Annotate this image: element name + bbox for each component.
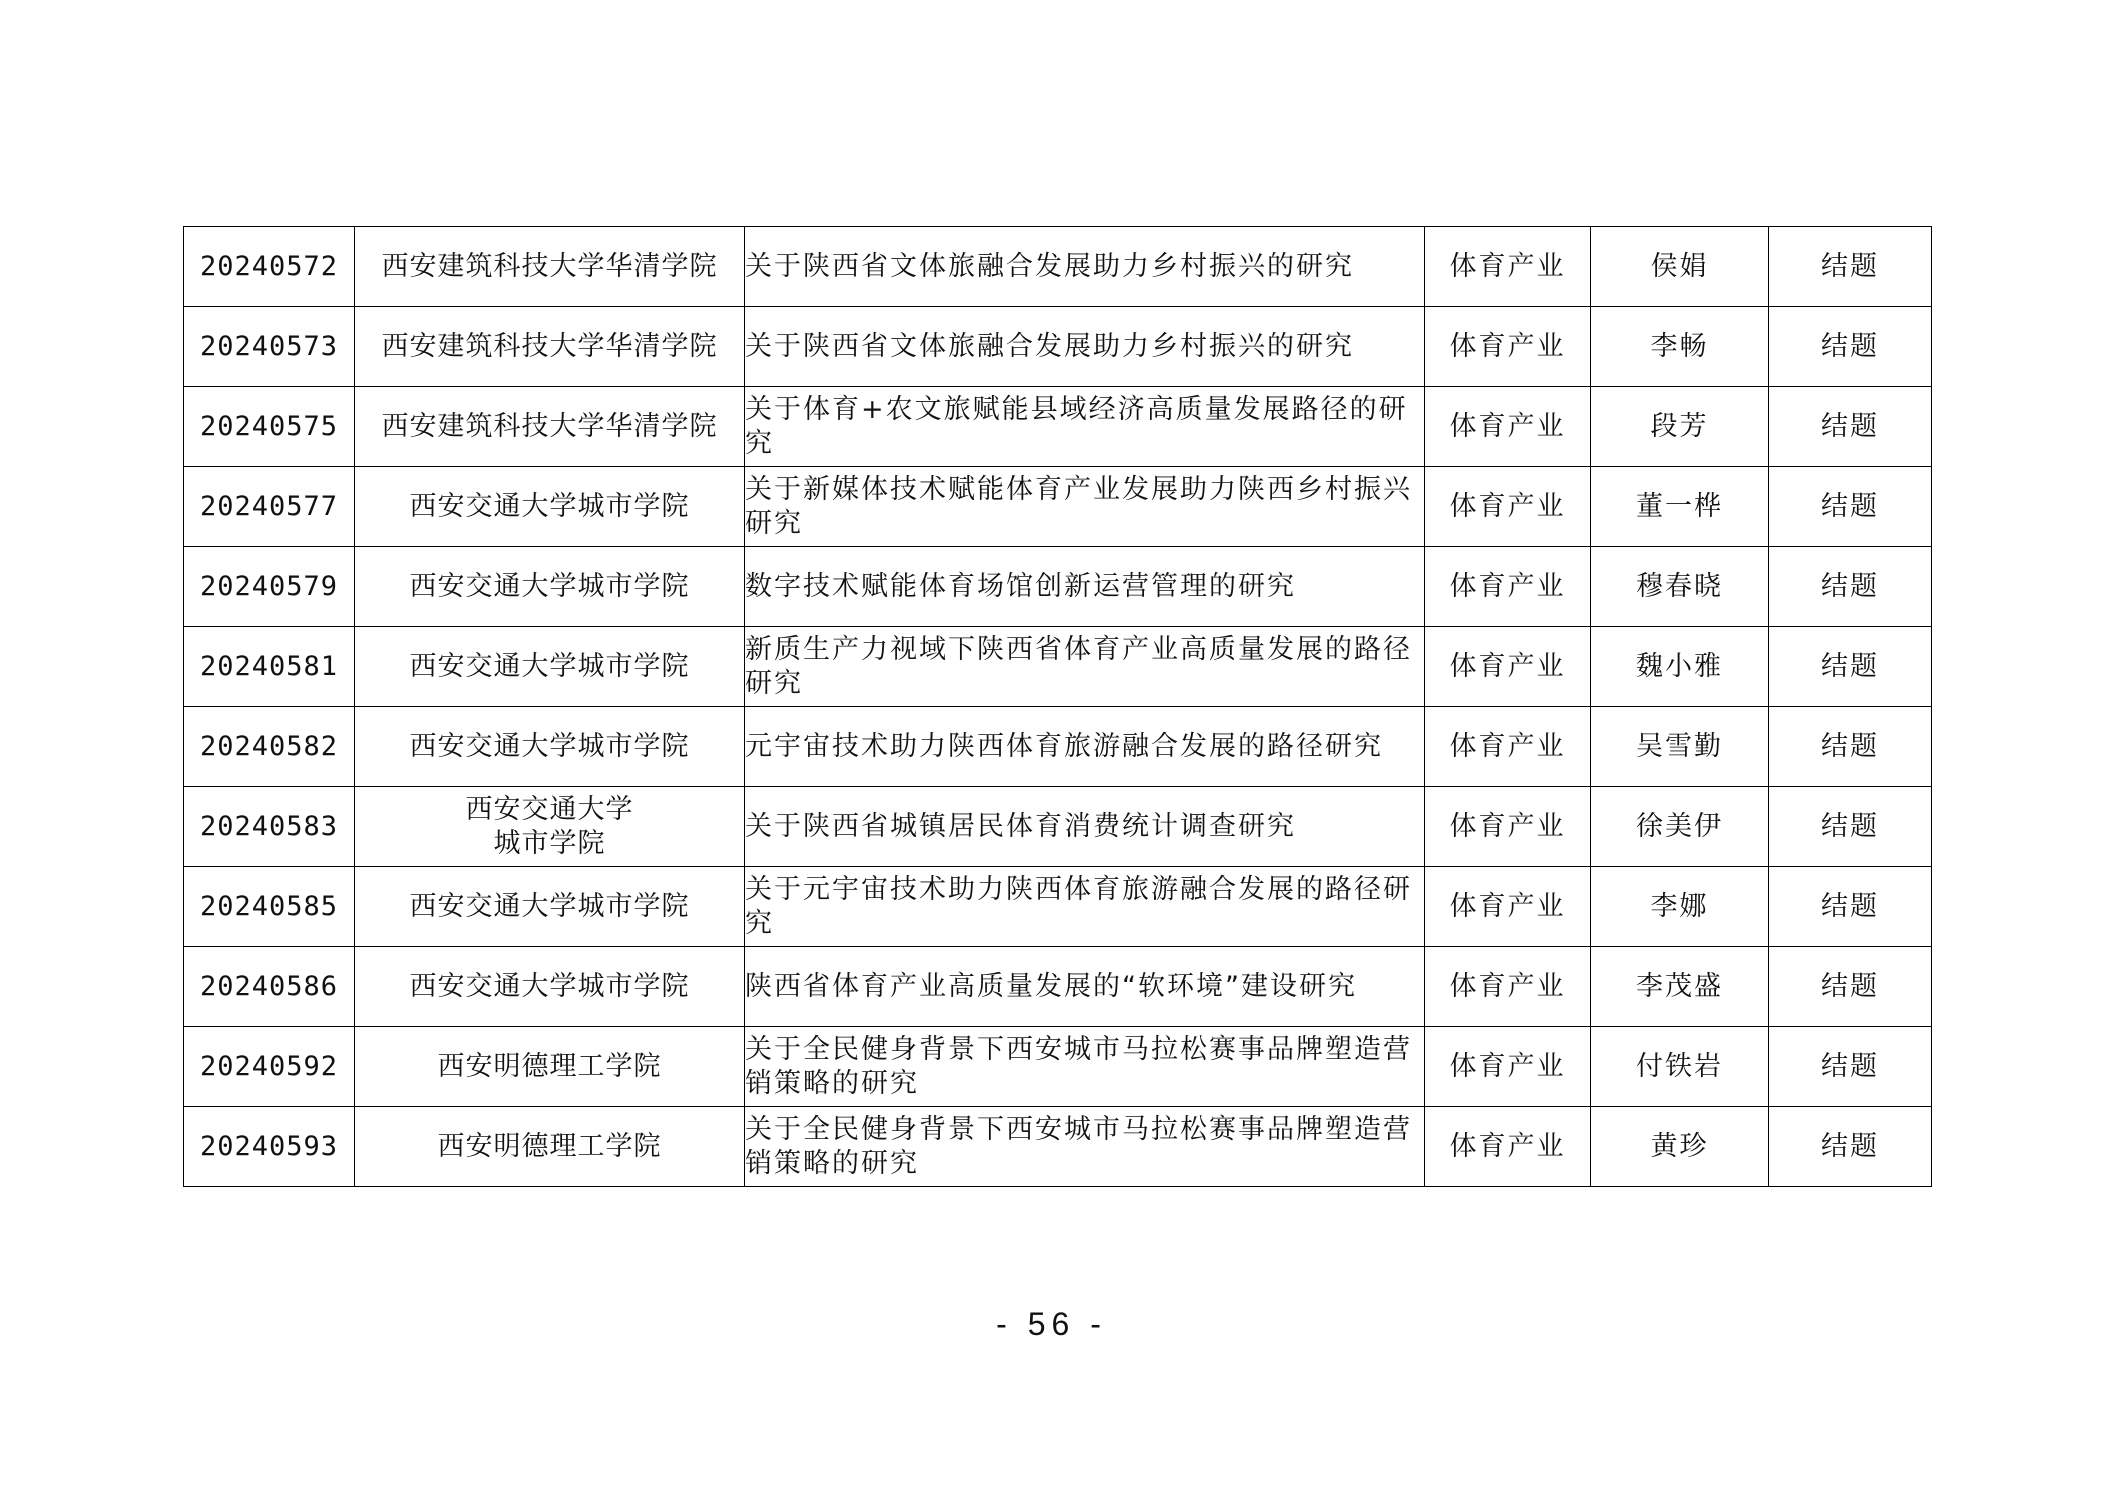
institution-cell: [355, 1027, 745, 1107]
institution-cell: [355, 1107, 745, 1187]
status-cell: 结题: [1769, 227, 1932, 307]
person-cell: 穆春晓: [1591, 547, 1769, 627]
institution-line: 西安交通大学城市学院: [409, 490, 690, 522]
institution-cell: [355, 947, 745, 1027]
category-cell: 体育产业: [1425, 307, 1591, 387]
table-row: [184, 227, 1932, 307]
person-cell: 吴雪勤: [1591, 707, 1769, 787]
institution-cell: [355, 307, 745, 387]
institution-cell: [355, 787, 745, 867]
institution-line: 城市学院: [493, 827, 606, 859]
status-cell: 结题: [1769, 627, 1932, 707]
status-cell: 结题: [1769, 307, 1932, 387]
institution-cell: [355, 707, 745, 787]
institution-cell: [355, 467, 745, 547]
project-title-cell: 关于体育+农文旅赋能县域经济高质量发展路径的研究: [745, 387, 1425, 467]
status-cell: 结题: [1769, 1027, 1932, 1107]
category-cell: 体育产业: [1425, 227, 1591, 307]
category-cell: 体育产业: [1425, 707, 1591, 787]
project-title-cell: 关于陕西省文体旅融合发展助力乡村振兴的研究: [745, 227, 1425, 307]
category-cell: 体育产业: [1425, 627, 1591, 707]
project-id-cell: 20240592: [184, 1027, 355, 1107]
institution-line: 西安建筑科技大学华清学院: [381, 410, 718, 442]
institution-line: 西安建筑科技大学华清学院: [381, 250, 718, 282]
institution-line: 西安明德理工学院: [437, 1050, 662, 1082]
table-row: [184, 787, 1932, 867]
category-cell: 体育产业: [1425, 947, 1591, 1027]
person-cell: 付铁岩: [1591, 1027, 1769, 1107]
table-row: [184, 947, 1932, 1027]
status-cell: 结题: [1769, 467, 1932, 547]
status-cell: 结题: [1769, 1107, 1932, 1187]
person-cell: 李茂盛: [1591, 947, 1769, 1027]
category-cell: 体育产业: [1425, 1107, 1591, 1187]
table-row: [184, 307, 1932, 387]
status-cell: 结题: [1769, 947, 1932, 1027]
project-title-cell: 关于全民健身背景下西安城市马拉松赛事品牌塑造营销策略的研究: [745, 1107, 1425, 1187]
project-id-cell: 20240575: [184, 387, 355, 467]
institution-line: 西安明德理工学院: [437, 1130, 662, 1162]
institution-cell: [355, 627, 745, 707]
project-title-cell: 关于元宇宙技术助力陕西体育旅游融合发展的路径研究: [745, 867, 1425, 947]
person-cell: 徐美伊: [1591, 787, 1769, 867]
person-cell: 魏小雅: [1591, 627, 1769, 707]
page-number: - 56 -: [996, 1306, 1107, 1342]
person-cell: 李畅: [1591, 307, 1769, 387]
table-row: [184, 387, 1932, 467]
project-id-cell: 20240573: [184, 307, 355, 387]
project-title-cell: 元宇宙技术助力陕西体育旅游融合发展的路径研究: [745, 707, 1425, 787]
institution-line: 西安交通大学城市学院: [409, 570, 690, 602]
status-cell: 结题: [1769, 387, 1932, 467]
project-title-cell: 新质生产力视域下陕西省体育产业高质量发展的路径研究: [745, 627, 1425, 707]
institution-cell: [355, 387, 745, 467]
institution-line: 西安交通大学城市学院: [409, 890, 690, 922]
person-cell: 李娜: [1591, 867, 1769, 947]
project-id-cell: 20240593: [184, 1107, 355, 1187]
table-row: [184, 707, 1932, 787]
table-row: [184, 1107, 1932, 1187]
project-title-cell: 关于全民健身背景下西安城市马拉松赛事品牌塑造营销策略的研究: [745, 1027, 1425, 1107]
institution-cell: [355, 547, 745, 627]
category-cell: 体育产业: [1425, 1027, 1591, 1107]
institution-line: 西安交通大学城市学院: [409, 650, 690, 682]
category-cell: 体育产业: [1425, 547, 1591, 627]
institution-cell: [355, 867, 745, 947]
project-title-cell: 关于陕西省城镇居民体育消费统计调查研究: [745, 787, 1425, 867]
person-cell: 黄珍: [1591, 1107, 1769, 1187]
institution-line: 西安交通大学: [465, 793, 634, 825]
category-cell: 体育产业: [1425, 387, 1591, 467]
table-body: [184, 227, 1932, 1187]
project-id-cell: 20240582: [184, 707, 355, 787]
table-row: [184, 547, 1932, 627]
institution-cell: [355, 227, 745, 307]
table-row: [184, 627, 1932, 707]
project-title-cell: 关于陕西省文体旅融合发展助力乡村振兴的研究: [745, 307, 1425, 387]
status-cell: 结题: [1769, 707, 1932, 787]
project-id-cell: 20240585: [184, 867, 355, 947]
institution-line: 西安交通大学城市学院: [409, 730, 690, 762]
institution-line: 西安建筑科技大学华清学院: [381, 330, 718, 362]
status-cell: 结题: [1769, 547, 1932, 627]
status-cell: 结题: [1769, 787, 1932, 867]
project-table: [183, 226, 1932, 1187]
project-id-cell: 20240583: [184, 787, 355, 867]
project-title-cell: 陕西省体育产业高质量发展的“软环境”建设研究: [745, 947, 1425, 1027]
project-id-cell: 20240581: [184, 627, 355, 707]
table-row: [184, 467, 1932, 547]
status-cell: 结题: [1769, 867, 1932, 947]
project-title-cell: 数字技术赋能体育场馆创新运营管理的研究: [745, 547, 1425, 627]
person-cell: 段芳: [1591, 387, 1769, 467]
category-cell: 体育产业: [1425, 787, 1591, 867]
project-title-cell: 关于新媒体技术赋能体育产业发展助力陕西乡村振兴研究: [745, 467, 1425, 547]
category-cell: 体育产业: [1425, 867, 1591, 947]
person-cell: 董一桦: [1591, 467, 1769, 547]
project-id-cell: 20240586: [184, 947, 355, 1027]
category-cell: 体育产业: [1425, 467, 1591, 547]
project-id-cell: 20240579: [184, 547, 355, 627]
table-row: [184, 1027, 1932, 1107]
table-row: [184, 867, 1932, 947]
institution-line: 西安交通大学城市学院: [409, 970, 690, 1002]
person-cell: 侯娟: [1591, 227, 1769, 307]
project-id-cell: 20240572: [184, 227, 355, 307]
project-id-cell: 20240577: [184, 467, 355, 547]
